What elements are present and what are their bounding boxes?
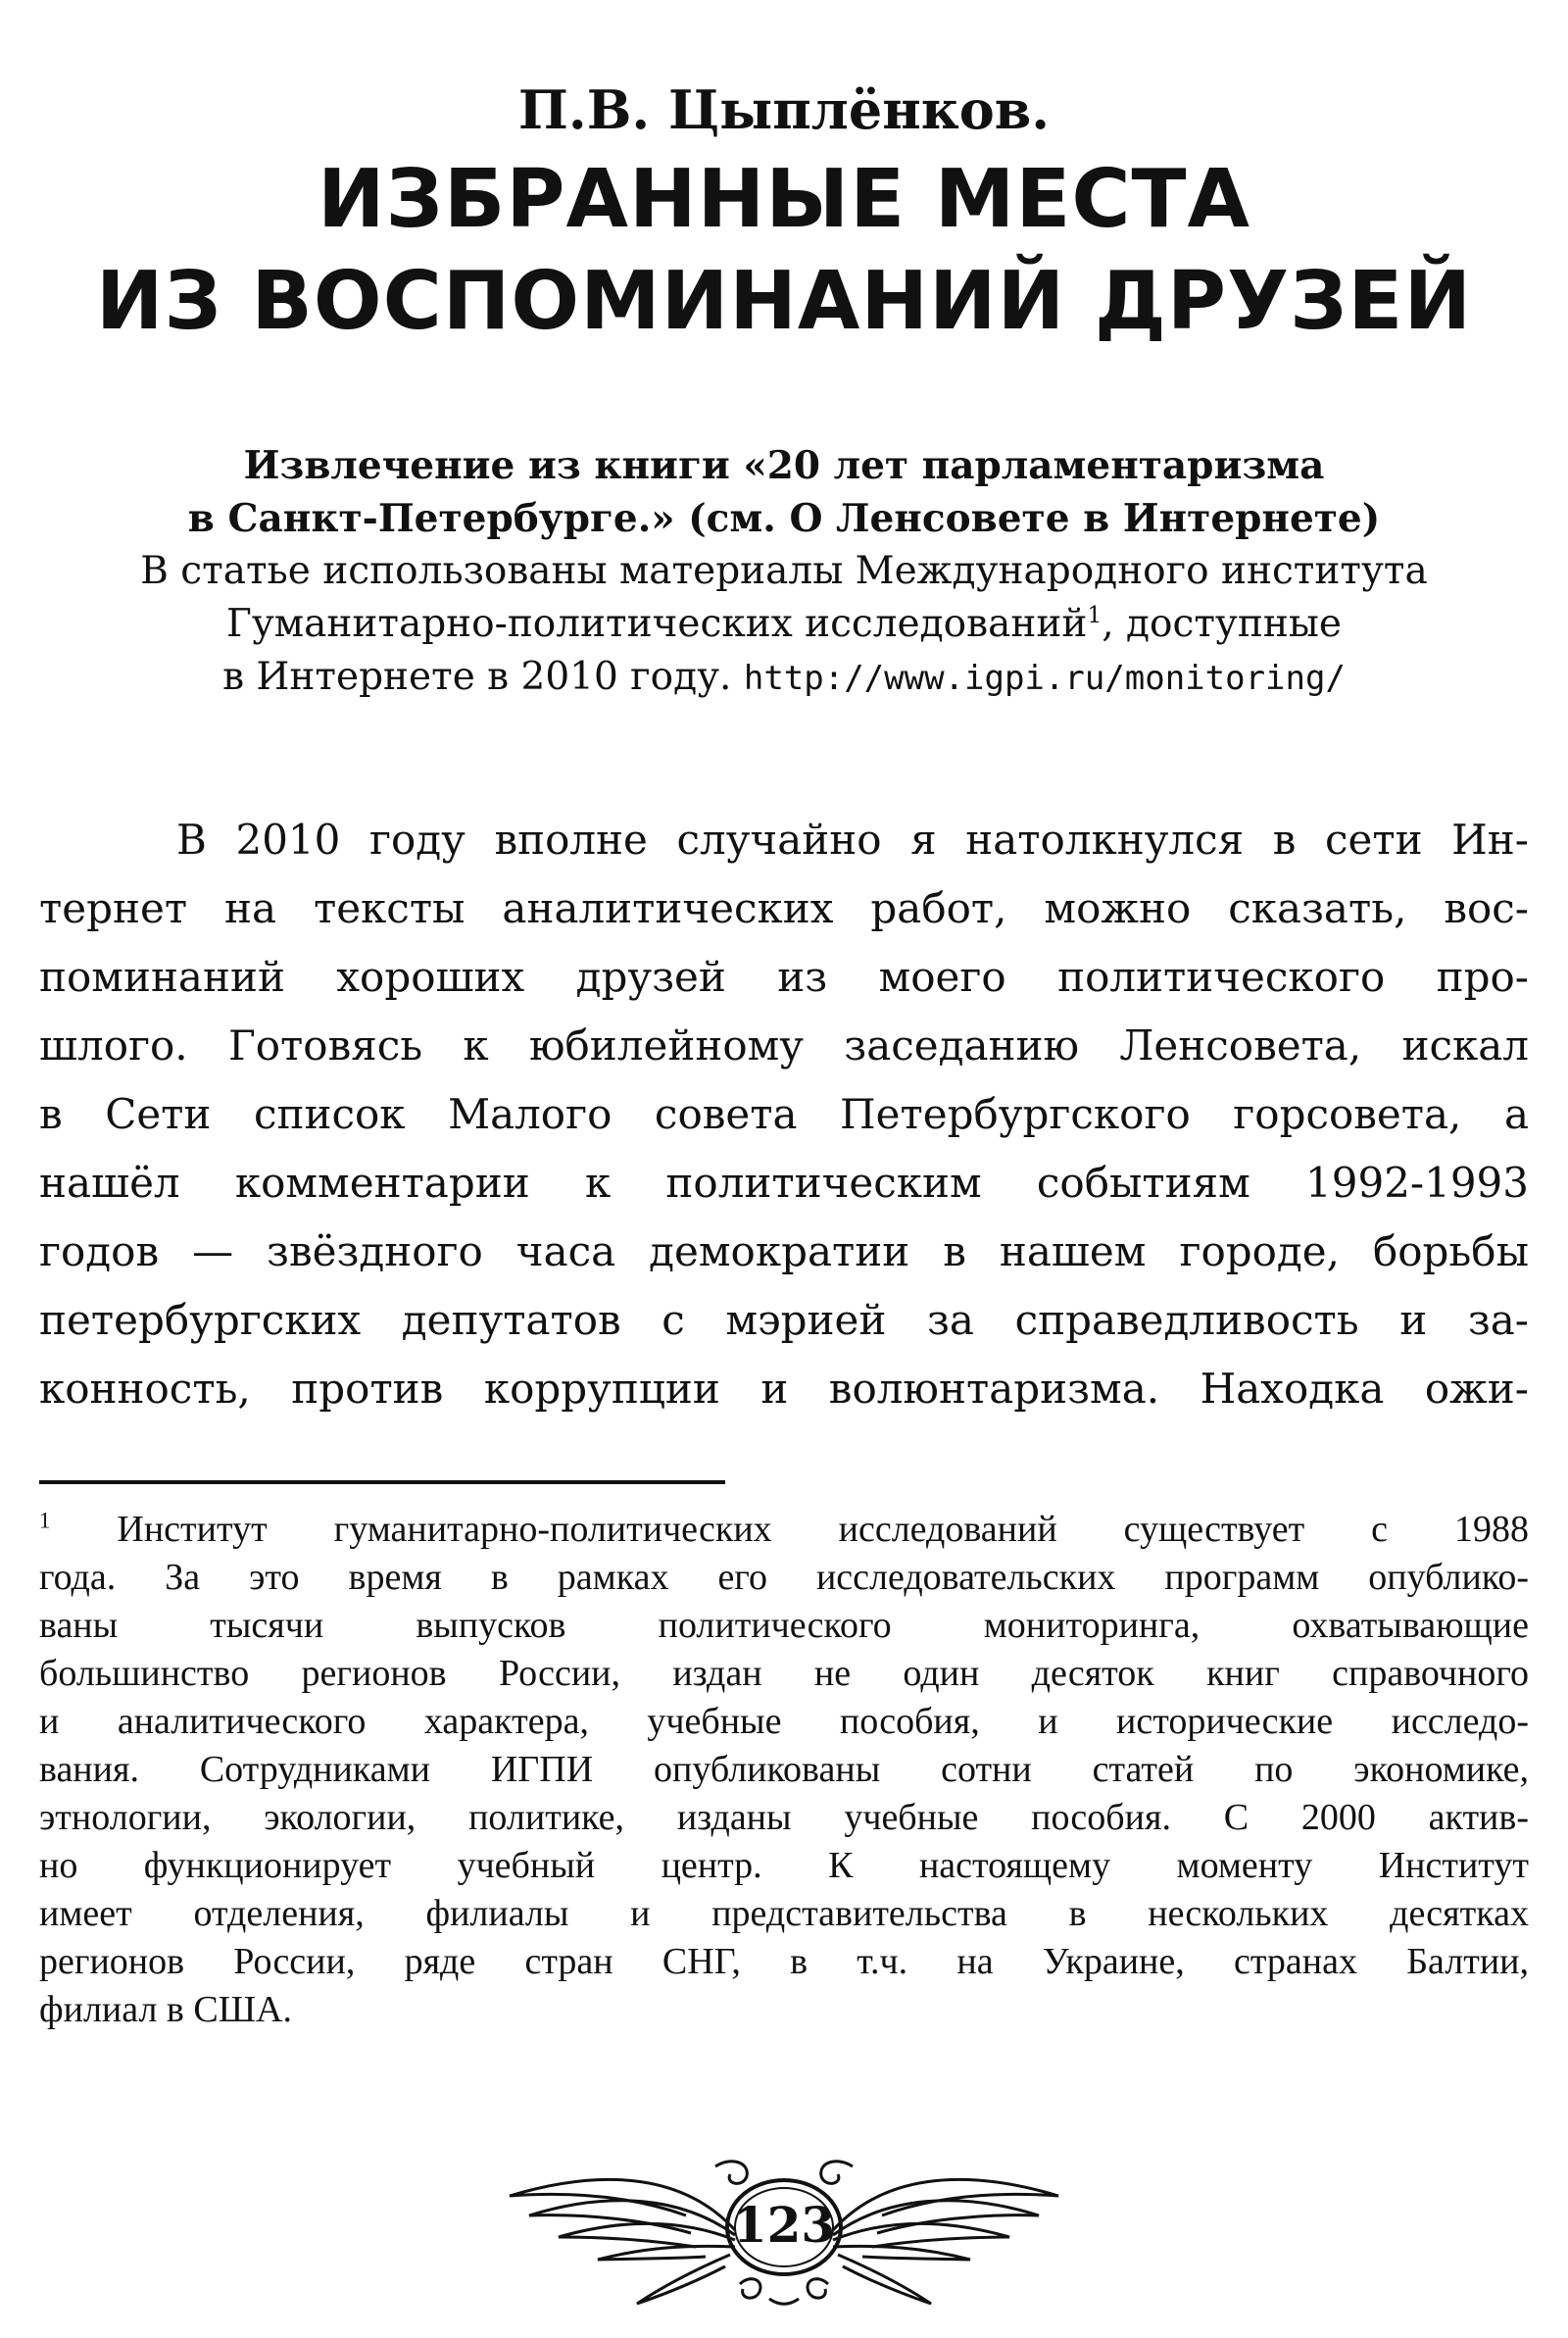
page-number: 123 — [732, 2196, 836, 2254]
footnote — [39, 1506, 1529, 2034]
body-line: шлого. Готовясь к юбилейному заседанию Ленсовета, искал — [39, 1021, 1529, 1070]
footnote-line: года. За это время в рамках его исследовательских программ опублико- — [39, 1557, 1529, 1598]
body-line: конность, против коррупции и волюнтаризма. Находка ожи- — [39, 1365, 1529, 1413]
body-line: годов — звёздного часа демократии в нашем городе, борьбы — [39, 1227, 1529, 1275]
footnote-line — [39, 1506, 1529, 1554]
body-line: тернет на тексты аналитических работ, можно сказать, вос- — [39, 884, 1529, 932]
source-line-3: В статье использованы материалы Международного института — [140, 549, 1428, 593]
author-name: П.В. Цыплёнков. — [517, 78, 1051, 141]
footnote-line: ваны тысячи выпусков политического мониторинга, охватывающие — [39, 1605, 1529, 1646]
body-paragraph — [39, 806, 1529, 1423]
source-note — [39, 439, 1529, 705]
footnote-line: регионов России, ряде стран СНГ, в т.ч. на Украине, странах Балтии, — [39, 1941, 1529, 1982]
body-line: петербургских депутатов с мэрией за справедливость и за- — [39, 1296, 1529, 1344]
footnote-line: филиал в США. — [39, 1989, 292, 2030]
footnote-line: этнологии, экологии, политике, изданы учебные пособия. С 2000 актив- — [39, 1797, 1529, 1838]
source-line-5-text: в Интернете в 2010 году. — [222, 655, 744, 699]
body-line: В 2010 году вполне случайно я натолкнулся в сети Ин- — [176, 816, 1529, 864]
footnote-line: но функционирует учебный центр. К настоящему моменту Институт — [39, 1845, 1529, 1886]
body-line: поминаний хороших друзей из моего политического про- — [39, 953, 1529, 1001]
source-line-1: Извлечение из книги «20 лет парламентаризма — [243, 443, 1325, 488]
footnote-divider — [39, 1480, 725, 1484]
title-line-1: ИЗБРАННЫЕ МЕСТА — [318, 153, 1250, 246]
source-line-4-tail: , доступные — [1102, 602, 1342, 646]
body-line: нашёл комментарии к политическим событиям 1992-1993 — [39, 1159, 1529, 1207]
footnote-line: имеет отделения, филиалы и представительства в нескольких десятках — [39, 1893, 1529, 1934]
footnote-reference: 1 — [1087, 601, 1102, 628]
source-line-2: в Санкт-Петербурге.» (см. О Ленсовете в Интернете) — [187, 496, 1381, 541]
footnote-line: и аналитического характера, учебные пособия, и исторические исследо- — [39, 1701, 1529, 1742]
body-line: в Сети список Малого совета Петербургского горсовета, а — [39, 1090, 1529, 1138]
title-line-2: ИЗ ВОСПОМИНАНИЙ ДРУЗЕЙ — [95, 255, 1473, 348]
source-line-5 — [39, 651, 1529, 705]
footnote-line: вания. Сотрудниками ИГПИ опубликованы сотни статей по экономике, — [39, 1749, 1529, 1790]
source-url: http://www.igpi.ru/monitoring/ — [743, 659, 1346, 698]
source-line-4 — [39, 598, 1529, 651]
footnote-marker: 1 — [39, 1508, 51, 1533]
article-title — [39, 149, 1529, 353]
footnote-line-text: Институт гуманитарно-политических исследований существует с 1988 — [50, 1509, 1529, 1550]
source-line-4-text: Гуманитарно-политических исследований — [226, 602, 1088, 646]
footnote-line: большинство регионов России, издан не один десяток книг справочного — [39, 1653, 1529, 1694]
